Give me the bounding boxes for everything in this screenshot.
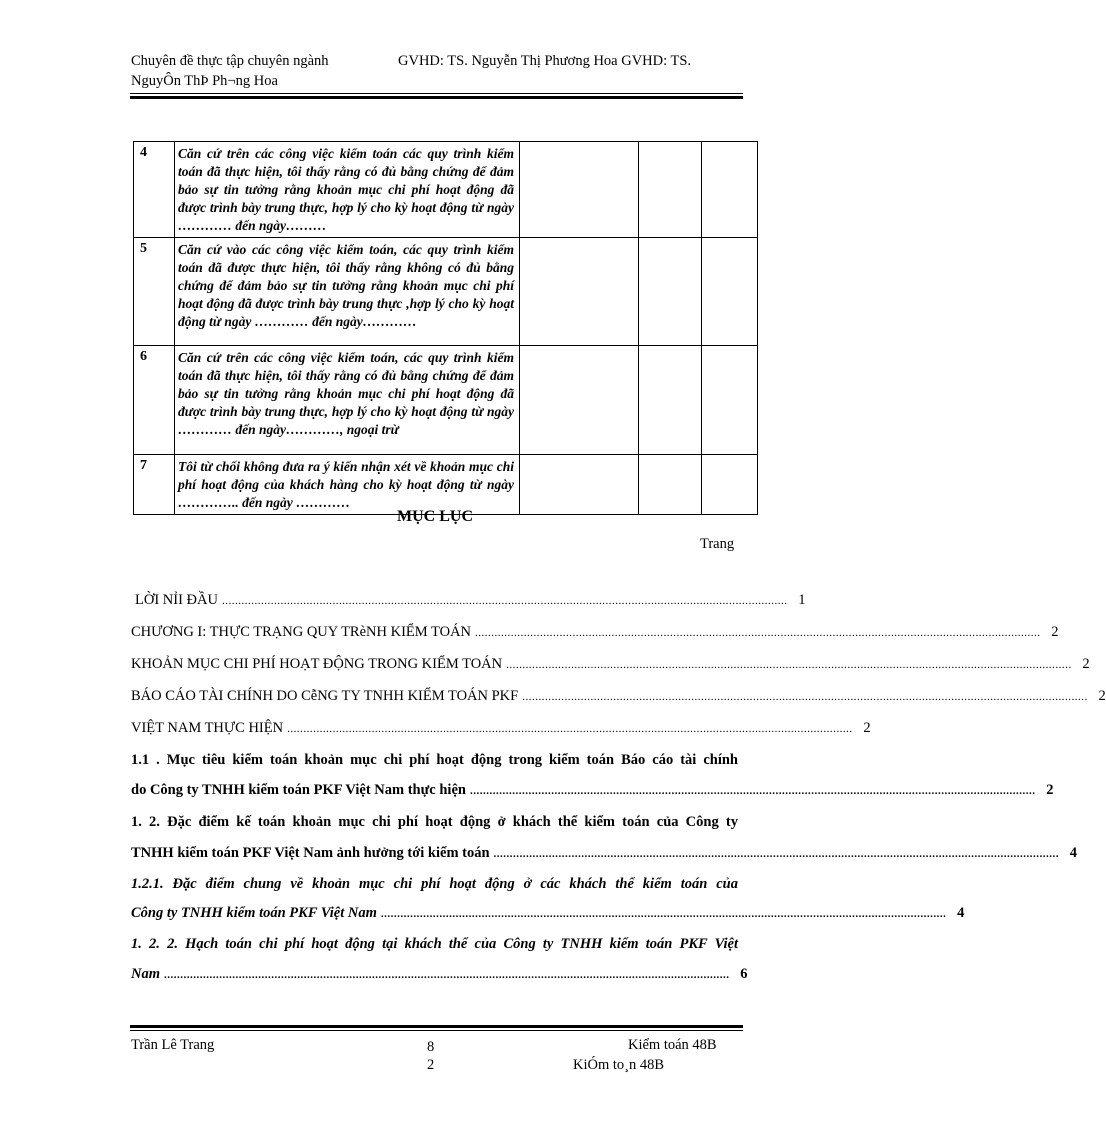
header-rule-thin [130,93,743,94]
leader-dots: .............................................................................................................................................................................. [475,627,1041,639]
footer-page-number-alt: 2 [427,1057,435,1073]
footer-class: Kiểm toán 48B [628,1037,717,1053]
toc-entry[interactable]: BÁO CÁO TÀI CHÍNH DO CễNG TY TNHH KIỂM TOÁN PKF .............................................................................................................................................................................. 2 [131,688,1106,704]
table-row [134,346,758,455]
toc-entry[interactable]: LỜI NỈI ĐẦU .............................................................................................................................................................................. 1 [135,592,806,608]
toc-page-number: 1 [798,592,806,608]
toc-page-number: 2 [1082,656,1090,672]
footer-page-number: 8 [427,1039,435,1055]
toc-page-number: 6 [740,966,748,982]
empty-cell [639,455,702,515]
leader-dots: .............................................................................................................................................................................. [380,908,947,920]
empty-cell [520,142,639,238]
empty-cell [520,455,639,515]
toc-page-number: 4 [1069,845,1078,861]
header-course-title: Chuyên đề thực tập chuyên ngành [131,53,329,69]
toc-page-number: 2 [1051,624,1059,640]
toc-entry[interactable]: KHOẢN MỤC CHI PHÍ HOẠT ĐỘNG TRONG KIỂM TOÁN .............................................................................................................................................................................. 2 [131,656,1090,672]
footer-class-garbled: KiÓm to¸n 48B [573,1057,665,1073]
header-rule-thick [130,96,743,99]
toc-page-col-label: Trang [700,536,735,552]
row-number: 4 [134,142,175,238]
footer-rule-thick [130,1025,743,1028]
row-text: Căn cứ trên các công việc kiểm toán các quy trình kiểm toán đã thực hiện, tôi thấy rằng có đủ bằng chứng để đảm bảo sự tin tưởng rằng khoản mục chi phí hoạt động đã được trình bày trung thực, hợp lý cho kỳ hoạt động từ ngày ………… đến ngày……… [175,142,520,238]
empty-cell [702,455,758,515]
empty-cell [639,238,702,346]
toc-entry[interactable]: 1.2.1. Đặc điểm chung về khoản mục chi phí hoạt động ở các khách thể kiểm toán của [131,876,738,892]
leader-dots: .............................................................................................................................................................................. [506,659,1072,671]
toc-page-number: 2 [1098,688,1106,704]
leader-dots: .............................................................................................................................................................................. [287,723,853,735]
header-name-garbled: NguyÔn ThÞ Ph¬ng Hoa [131,73,278,89]
table-row [134,238,758,346]
audit-opinion-table [133,141,758,515]
table-row [134,142,758,238]
leader-dots: .............................................................................................................................................................................. [493,848,1060,860]
row-text: Tôi từ chối không đưa ra ý kiến nhận xét về khoản mục chi phí hoạt động của khách hàng cho kỳ hoạt động từ ngày ………….. đến ngày ………… [175,455,520,515]
toc-title: MỤC LỤC [397,508,473,525]
empty-cell [702,238,758,346]
toc-entry[interactable]: 1.1 . Mục tiêu kiểm toán khoản mục chi phí hoạt động trong kiểm toán Báo cáo tài chính [131,752,738,768]
footer-author: Trần Lê Trang [131,1037,215,1053]
row-number: 7 [134,455,175,515]
toc-entry[interactable]: CHƯƠNG I: THỰC TRẠNG QUY TRèNH KIỂM TOÁN .............................................................................................................................................................................. 2 [131,624,1059,640]
leader-dots: .............................................................................................................................................................................. [221,595,788,607]
leader-dots: .............................................................................................................................................................................. [164,969,730,981]
toc-entry[interactable]: VIỆT NAM THỰC HIỆN .............................................................................................................................................................................. 2 [131,720,871,736]
empty-cell [520,238,639,346]
toc-page-number: 2 [1046,782,1054,798]
toc-entry[interactable]: do Công ty TNHH kiểm toán PKF Việt Nam thực hiện .............................................................................................................................................................................. 2 [131,782,1054,798]
toc-page-number: 4 [957,905,965,921]
row-number: 5 [134,238,175,346]
toc-entry[interactable]: TNHH kiểm toán PKF Việt Nam ảnh hưởng tới kiểm toán .............................................................................................................................................................................. 4 [131,845,1078,861]
toc-entry[interactable]: Công ty TNHH kiểm toán PKF Việt Nam .............................................................................................................................................................................. 4 [131,905,965,921]
header-supervisor: GVHD: TS. Nguyễn Thị Phương Hoa GVHD: TS. [398,53,692,69]
empty-cell [639,346,702,455]
toc-entry[interactable]: Nam .............................................................................................................................................................................. 6 [131,966,748,982]
empty-cell [702,142,758,238]
leader-dots: .............................................................................................................................................................................. [522,691,1088,703]
toc-page-number: 2 [863,720,871,736]
table-row [134,455,758,515]
empty-cell [520,346,639,455]
toc-entry[interactable]: 1. 2. 2. Hạch toán chi phí hoạt động tại khách thể của Công ty TNHH kiểm toán PKF Việt [131,936,738,952]
row-number: 6 [134,346,175,455]
leader-dots: .............................................................................................................................................................................. [469,785,1036,797]
row-text: Căn cứ vào các công việc kiểm toán, các quy trình kiểm toán đã được thực hiện, tôi thấy rằng không có đủ bằng chứng để đảm bảo sự tin tưởng rằng khoản mục chi phí hoạt động đã được trình bày trung thực ,hợp lý cho kỳ hoạt động từ ngày ………… đến ngày………… [175,238,520,346]
empty-cell [639,142,702,238]
row-text: Căn cứ trên các công việc kiểm toán, các quy trình kiểm toán đã thực hiện, tôi thấy rằng có đủ bằng chứng để đảm bảo sự tin tưởng rằng khoản mục chi phí hoạt động đã được trình bày trung thực, hợp lý cho kỳ hoạt động từ ngày ………… đến ngày…………, ngoại trừ [175,346,520,455]
toc-entry[interactable]: 1. 2. Đặc điểm kế toán khoản mục chi phí hoạt động ở khách thể kiểm toán của Công ty [131,814,738,830]
empty-cell [702,346,758,455]
footer-rule-thin [130,1030,743,1031]
